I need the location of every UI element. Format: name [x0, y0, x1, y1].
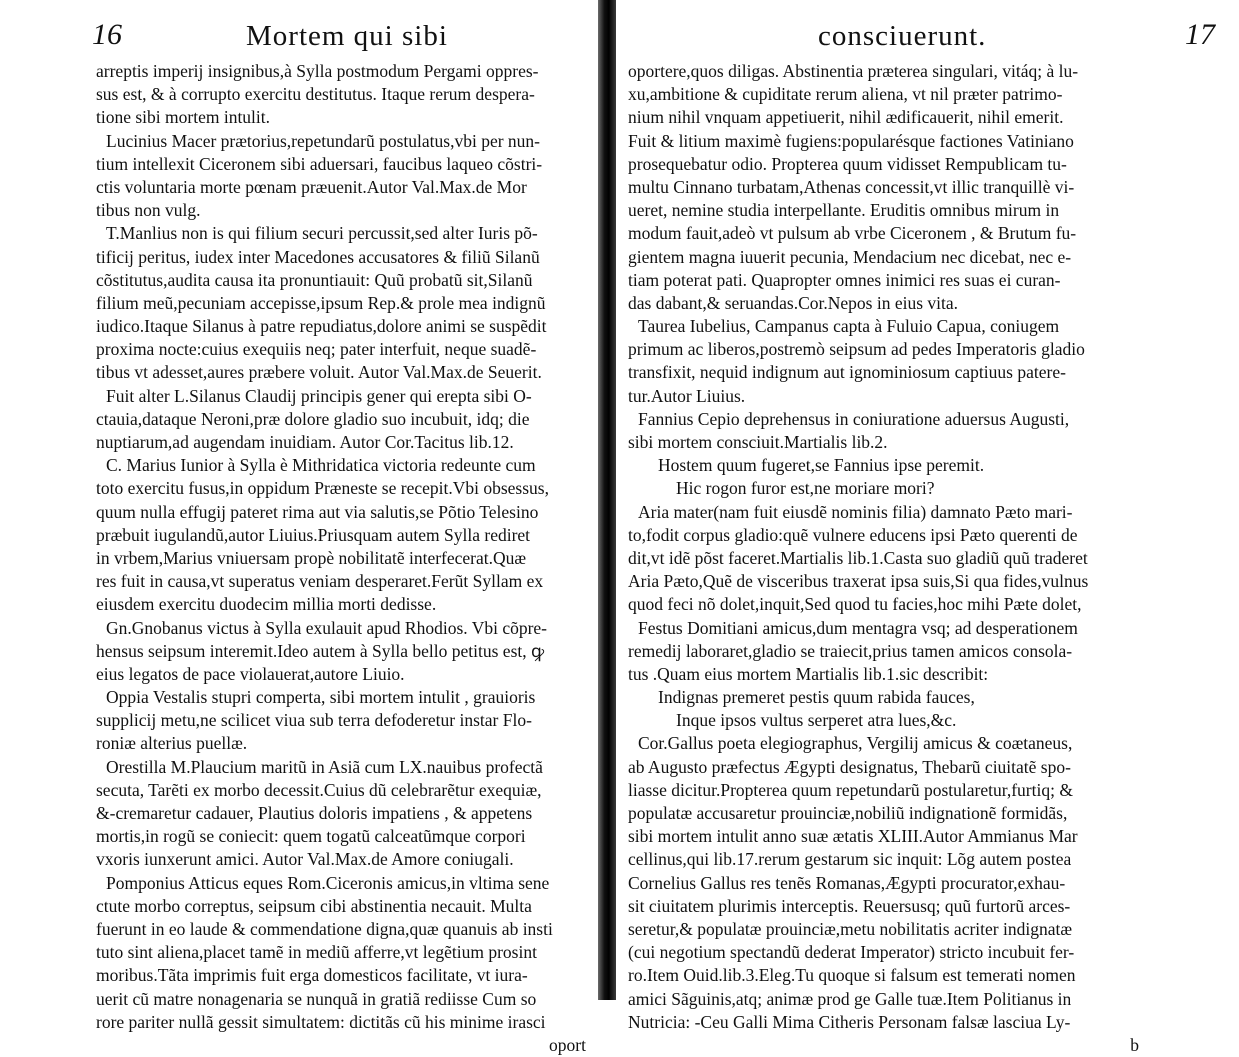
text-line: uerit cũ matre nonagenaria se nunquã in gratiã rediisse Cum so	[96, 988, 537, 1009]
text-line: ctis voluntaria morte pœnam præuenit.Autor Val.Max.de Mor	[96, 176, 527, 197]
text-line: nuptiarum,ad augendam inuidiam. Autor Cor.Tacitus lib.12.	[96, 432, 514, 452]
text-line: Orestilla M.Plaucium maritũ in Asiã cum LX.nauibus profectã	[106, 756, 543, 777]
text-line: ueret, nemine studia interpellante. Eruditis omnibus mirum in	[628, 200, 1060, 221]
right-page-header	[628, 14, 1215, 60]
text-line: filium meũ,pecuniam accepisse,ipsum Rep.& prole mea indignũ	[96, 292, 546, 313]
text-line: roniæ alterius puellæ.	[96, 733, 248, 754]
text-line: moribus.Tãta imprimis fuit erga domesticos facilitate, vt iura-	[96, 965, 528, 986]
text-line: Cornelius Gallus res tenẽs Romanas,Ægypti procurator,exhau-	[628, 872, 1066, 893]
text-line: iudico.Itaque Silanus à patre repudiatus,dolore animi se suspẽdit	[96, 316, 547, 337]
text-line: tibus non vulg.	[96, 200, 201, 221]
text-line: primum ac liberos,postremò seipsum ad pedes Imperatoris gladio	[628, 339, 1085, 360]
text-line: tificij peritus, iudex inter Macedones accusatores & filiũ Silanũ	[96, 246, 540, 267]
text-line: sibi mortem consciuit.Martialis lib.2.	[628, 432, 888, 452]
text-line: fuerunt in eo laude & commendatione digna,quæ quanuis ab insti	[96, 918, 553, 939]
text-line: hensus seipsum interemit.Ideo autem à Sylla bello petitus est, ꝙ	[96, 640, 545, 661]
text-line: transfixit, nequid indignum aut ignominiosum captiuus patere-	[628, 362, 1066, 383]
text-line: nium nihil vnquam appetiuerit, nihil ædificauerit, nihil emerit.	[628, 107, 1064, 128]
text-line: C. Marius Iunior à Sylla è Mithridatica victoria redeunte cum	[106, 455, 536, 476]
text-line: Fuit & litium maximè fugiens:popularésque factiones Vatiniano	[628, 130, 1074, 151]
text-line: tur.Autor Liuius.	[628, 385, 746, 406]
text-line: Inque ipsos vultus serperet atra lues,&c.	[676, 710, 957, 731]
text-line: quod feci nõ dolet,inquit,Sed quod tu facies,hoc mihi Pæte dolet,	[628, 594, 1082, 615]
right-running-title: consciuerunt.	[818, 20, 987, 52]
text-line: arreptis imperij insignibus,à Sylla postmodum Pergami oppres-	[96, 61, 539, 81]
text-line: quum nulla effugij pateret rima aut via salutis,se Põtio Telesino	[96, 501, 539, 522]
text-line: (cui negotium spectandũ dederat Imperator) stricto incubuit fer-	[628, 942, 1075, 963]
text-line: dit,vt idẽ põst faceret.Martialis lib.1.Casta suo gladiũ quũ traderet	[628, 547, 1088, 568]
text-line: Aria Pæto,Quẽ de visceribus traxerat ipsa suis,Si qua fides,vulnus	[628, 571, 1089, 592]
text-line: tiam poterat pati. Quapropter omnes inimici res suas ei curan-	[628, 269, 1061, 290]
left-running-title: Mortem qui sibi	[246, 20, 448, 52]
text-line: Aria mater(nam fuit eiusdẽ nominis filia) damnato Pæto mari-	[638, 501, 1073, 522]
text-line: Hostem quum fugeret,se Fannius ipse peremit.	[658, 455, 985, 476]
text-line: rore pariter nullã gessit simultatem: dictitãs cũ his minime irasci	[96, 1011, 546, 1032]
text-line: &-cremaretur cadauer, Plautius doloris impatiens , & appetens	[96, 803, 533, 823]
book-gutter	[598, 0, 616, 1000]
right-page-number: 17	[1185, 18, 1215, 51]
text-line: cellinus,qui lib.17.rerum gestarum sic inquit: Lõg autem postea	[628, 849, 1072, 870]
text-line: seretur,& populatæ prouinciæ,metu nobilitatis acriter indignatæ	[628, 918, 1073, 939]
text-line: sus est, & à corrupto exercitu destitutus. Itaque rerum despera-	[96, 84, 535, 105]
left-page	[0, 0, 598, 1055]
text-line: proxima nocte:cuius exequiis neq; pater interfuit, neque suadẽ-	[96, 339, 537, 360]
text-line: cõstitutus,audita causa ita pronuntiauit: Quũ probatũ sit,Silanũ	[96, 269, 533, 290]
text-line: populatæ accusaretur prouinciæ,nobiliũ indignationẽ formidãs,	[628, 803, 1068, 823]
text-line: Cor.Gallus poeta elegiographus, Vergilij amicus & coætaneus,	[638, 733, 1073, 754]
text-line: tione sibi mortem intulit.	[96, 107, 271, 128]
text-line: toto exercitu fusus,in oppidum Præneste se recepit.Vbi obsessus,	[96, 478, 549, 499]
left-page-text	[96, 60, 588, 1057]
text-line: xu,ambitione & cupiditate rerum aliena, vt nil præter patrimo-	[628, 84, 1063, 105]
text-line: Gn.Gnobanus victus à Sylla exulauit apud Rhodios. Vbi cõpre-	[106, 617, 548, 638]
text-line: ro.Item Ouid.lib.3.Eleg.Tu quoque si falsum est temerati nomen	[628, 965, 1076, 986]
text-line: Lucinius Macer prætorius,repetundarũ postulatus,vbi per nun-	[106, 130, 540, 151]
text-line: præbuit iugulandũ,autor Liuius.Priusquam autem Sylla rediret	[96, 524, 531, 545]
left-page-number: 16	[92, 18, 122, 51]
text-line: Taurea Iubelius, Campanus capta à Fuluio Capua, coniugem	[638, 316, 1060, 337]
text-line: Pomponius Atticus eques Rom.Ciceronis amicus,in vltima sene	[106, 872, 550, 893]
text-line: in vrbem,Marius vniuersam propè nobilitatẽ interfecerat.Quæ	[96, 547, 527, 568]
text-line: eius legatos de pace violauerat,autore Liuio.	[96, 663, 405, 684]
text-line: mortis,in rogũ se coniecit: quem togatũ calceatũmque corpori	[96, 826, 526, 847]
text-line: multu Cinnano turbatam,Athenas concessit,vt illic tranquillè vi-	[628, 176, 1075, 197]
text-line: gientem magna iuuerit pecunia, Mendacium nec dicebat, nec e-	[628, 246, 1072, 267]
text-line: Fannius Cepio deprehensus in coniuratione aduersus Augusti,	[638, 408, 1070, 429]
text-line: amici Sãguinis,atq; animæ prod ge Galle tuæ.Item Politianus in	[628, 988, 1072, 1009]
text-line: to,fodit corpus gladio:quẽ vulnere educens ipsi Pæto querenti de	[628, 524, 1078, 545]
text-line: tus .Quam eius mortem Martialis lib.1.sic describit:	[628, 663, 989, 684]
text-line: remedij laboraret,gladio se traiecit,prius tamen amicos consola-	[628, 640, 1073, 661]
text-line: ab Augusto præfectus Ægypti designatus, Thebarũ ciuitatẽ spo-	[628, 756, 1071, 777]
text-line: sibi mortem intulit anno suæ ætatis XLIII.Autor Ammianus Mar	[628, 826, 1078, 847]
text-line: vxoris iunxerunt amici. Autor Val.Max.de Amore coniugali.	[96, 849, 514, 870]
text-line: sit ciuitatem plurimis interceptis. Reuersusq; quũ furtorũ arces-	[628, 895, 1071, 916]
text-line: res fuit in causa,vt superatus veniam desperaret.Ferũt Syllam ex	[96, 571, 544, 592]
text-line: secuta, Tarẽti ex morbo decessit.Cuius dũ celebrarẽtur exequiæ,	[96, 779, 542, 800]
text-line: Hic rogon furor est,ne moriare mori?	[676, 478, 935, 499]
text-line: Festus Domitiani amicus,dum mentagra vsq; ad desperationem	[638, 617, 1078, 638]
text-line: tuto sint aliena,placet tamẽ in mediũ afferre,vt legẽtium prosint	[96, 942, 537, 963]
text-line: Nutricia: -Ceu Galli Mima Citheris Personam falsæ lasciua Ly-	[628, 1011, 1071, 1032]
text-line: ctauia,dataque Neroni,præ dolore gladio suo incubuit, idq; die	[96, 408, 530, 429]
text-line: supplicij metu,ne scilicet viua sub terra defoderetur instar Flo-	[96, 710, 532, 731]
text-line: eiusdem exercitu duodecim millia morti dedisse.	[96, 594, 437, 615]
right-page	[616, 0, 1239, 1055]
text-line: Fuit alter L.Silanus Claudij principis gener qui erepta sibi O-	[106, 385, 532, 406]
text-line: prosequebatur odio. Propterea quum vidisset Rempublicam tu-	[628, 153, 1067, 174]
left-page-header	[92, 14, 588, 60]
text-line: das dabant,& seruandas.Cor.Nepos in eius vita.	[628, 292, 959, 313]
right-page-text	[628, 60, 1179, 1057]
text-line: oportere,quos diligas. Abstinentia præterea singulari, vitáq; à lu-	[628, 61, 1079, 81]
text-line: tium intellexit Ciceronem sibi aduersari, faucibus laqueo cõstri-	[96, 153, 543, 174]
text-line: modum fauit,adeò vt pulsum ab vrbe Ciceronem , & Brutum fu-	[628, 223, 1077, 244]
catchword: b	[1130, 1034, 1139, 1055]
text-line: T.Manlius non is qui filium securi percussit,sed alter Iuris põ-	[106, 223, 538, 244]
catchword: oport	[549, 1034, 586, 1055]
text-line: ctute morbo correptus, seipsum cibi abstinentia necauit. Multa	[96, 895, 532, 916]
text-line: Oppia Vestalis stupri comperta, sibi mortem intulit , grauioris	[106, 687, 536, 708]
text-line: tibus vt adesset,aures præbere voluit. Autor Val.Max.de Seuerit.	[96, 362, 542, 383]
text-line: Indignas premeret pestis quum rabida fauces,	[658, 687, 975, 708]
text-line: liasse dicitur.Propterea quum repetundarũ postularetur,furtiq; &	[628, 779, 1073, 800]
